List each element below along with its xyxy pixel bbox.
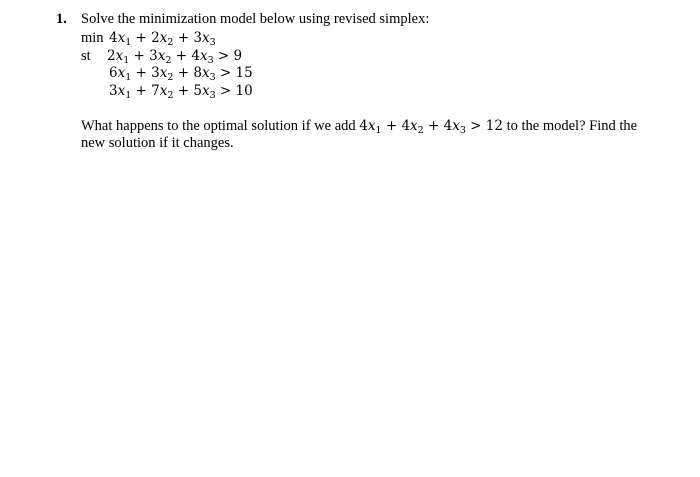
term: [191, 48, 213, 64]
term: [107, 48, 129, 64]
coefficient: 4: [109, 30, 118, 46]
plus-sign: +: [131, 82, 152, 99]
right-hand-side: 10: [235, 82, 253, 99]
coefficient: 4: [401, 118, 411, 134]
term: [193, 83, 215, 99]
problem-1: [56, 11, 656, 152]
right-hand-side: 9: [233, 47, 243, 64]
variable-subscript: 2: [167, 89, 174, 101]
coefficient: 2: [151, 30, 160, 46]
term: [109, 65, 131, 81]
inequality-operator: >: [213, 47, 234, 64]
term: [193, 30, 215, 46]
lp-model: [81, 30, 661, 100]
objective-label: min: [81, 30, 104, 46]
term: [193, 65, 215, 81]
term: [359, 118, 381, 134]
variable: x: [201, 65, 210, 81]
variable: x: [201, 30, 210, 46]
variable: x: [117, 30, 126, 46]
inequality-operator: >: [215, 65, 236, 81]
term: [151, 65, 173, 81]
variable: x: [199, 47, 208, 64]
constraint-1-expression: [107, 48, 242, 65]
variable: x: [117, 82, 126, 99]
variable: x: [159, 65, 168, 81]
constraint-row-2: [81, 65, 661, 83]
coefficient: 7: [151, 82, 160, 99]
coefficient: 3: [109, 82, 118, 99]
variable: x: [410, 118, 418, 134]
variable-subscript: 2: [165, 54, 172, 66]
variable-subscript: 1: [375, 125, 382, 136]
coefficient: 4: [359, 118, 368, 134]
problem-intro: Solve the minimization model below using revised simplex:: [81, 11, 430, 27]
plus-sign: +: [131, 30, 152, 46]
plus-sign: +: [173, 65, 194, 81]
question-text-before: What happens to the optimal solution if we add: [81, 118, 356, 134]
variable-subscript: 1: [125, 72, 132, 83]
variable: x: [157, 47, 166, 64]
coefficient: 2: [107, 47, 116, 64]
constraint-2-expression: [109, 65, 253, 82]
variable: x: [117, 65, 126, 81]
plus-sign: +: [423, 118, 444, 134]
variable-subscript: 3: [209, 72, 216, 83]
question-text-after: to the model? Find the new solution if it changes.: [81, 118, 638, 151]
term: [151, 30, 173, 46]
plus-sign: +: [173, 30, 194, 46]
plus-sign: +: [131, 65, 152, 81]
coefficient: 4: [191, 47, 200, 64]
coefficient: 6: [109, 65, 118, 81]
variable: x: [159, 30, 168, 46]
problem-header: [56, 11, 656, 152]
variable-subscript: 3: [209, 89, 216, 101]
coefficient: 8: [193, 65, 202, 81]
variable: x: [201, 82, 210, 99]
term: [109, 83, 131, 99]
variable-subscript: 2: [167, 37, 174, 48]
variable-subscript: 2: [417, 125, 424, 136]
coefficient: 3: [149, 47, 158, 64]
variable-subscript: 3: [207, 54, 214, 66]
coefficient: 3: [151, 65, 160, 81]
coefficient: 4: [443, 118, 453, 134]
variable-subscript: 1: [123, 54, 130, 66]
constraint-label: st: [81, 47, 91, 64]
right-hand-side: 12: [485, 118, 503, 134]
constraint-row-3: [81, 83, 661, 101]
variable: x: [452, 118, 460, 134]
term: [149, 48, 171, 64]
constraint-row-1: [81, 48, 661, 66]
plus-sign: +: [129, 47, 150, 64]
variable-subscript: 1: [125, 89, 132, 101]
variable: x: [159, 82, 168, 99]
variable-subscript: 2: [167, 72, 174, 83]
objective-row: [81, 30, 661, 48]
coefficient: 5: [193, 82, 202, 99]
constraint-3-expression: [109, 83, 253, 100]
variable-subscript: 1: [125, 37, 132, 48]
term: [151, 83, 173, 99]
follow-up-question: [81, 118, 661, 152]
right-hand-side: 15: [235, 65, 253, 81]
problem-content: [81, 11, 661, 152]
term: [109, 30, 131, 46]
term: [444, 118, 466, 134]
variable: x: [115, 47, 124, 64]
term: [401, 118, 423, 134]
variable-subscript: 3: [209, 37, 216, 48]
added-constraint-expression: [359, 118, 503, 134]
coefficient: 3: [193, 30, 202, 46]
variable-subscript: 3: [459, 125, 466, 136]
plus-sign: +: [173, 82, 194, 99]
problem-number: 1.: [56, 11, 67, 27]
variable: x: [367, 118, 376, 134]
inequality-operator: >: [465, 118, 486, 134]
inequality-operator: >: [215, 82, 236, 99]
objective-expression: [109, 30, 216, 47]
plus-sign: +: [171, 47, 192, 64]
plus-sign: +: [381, 118, 402, 134]
